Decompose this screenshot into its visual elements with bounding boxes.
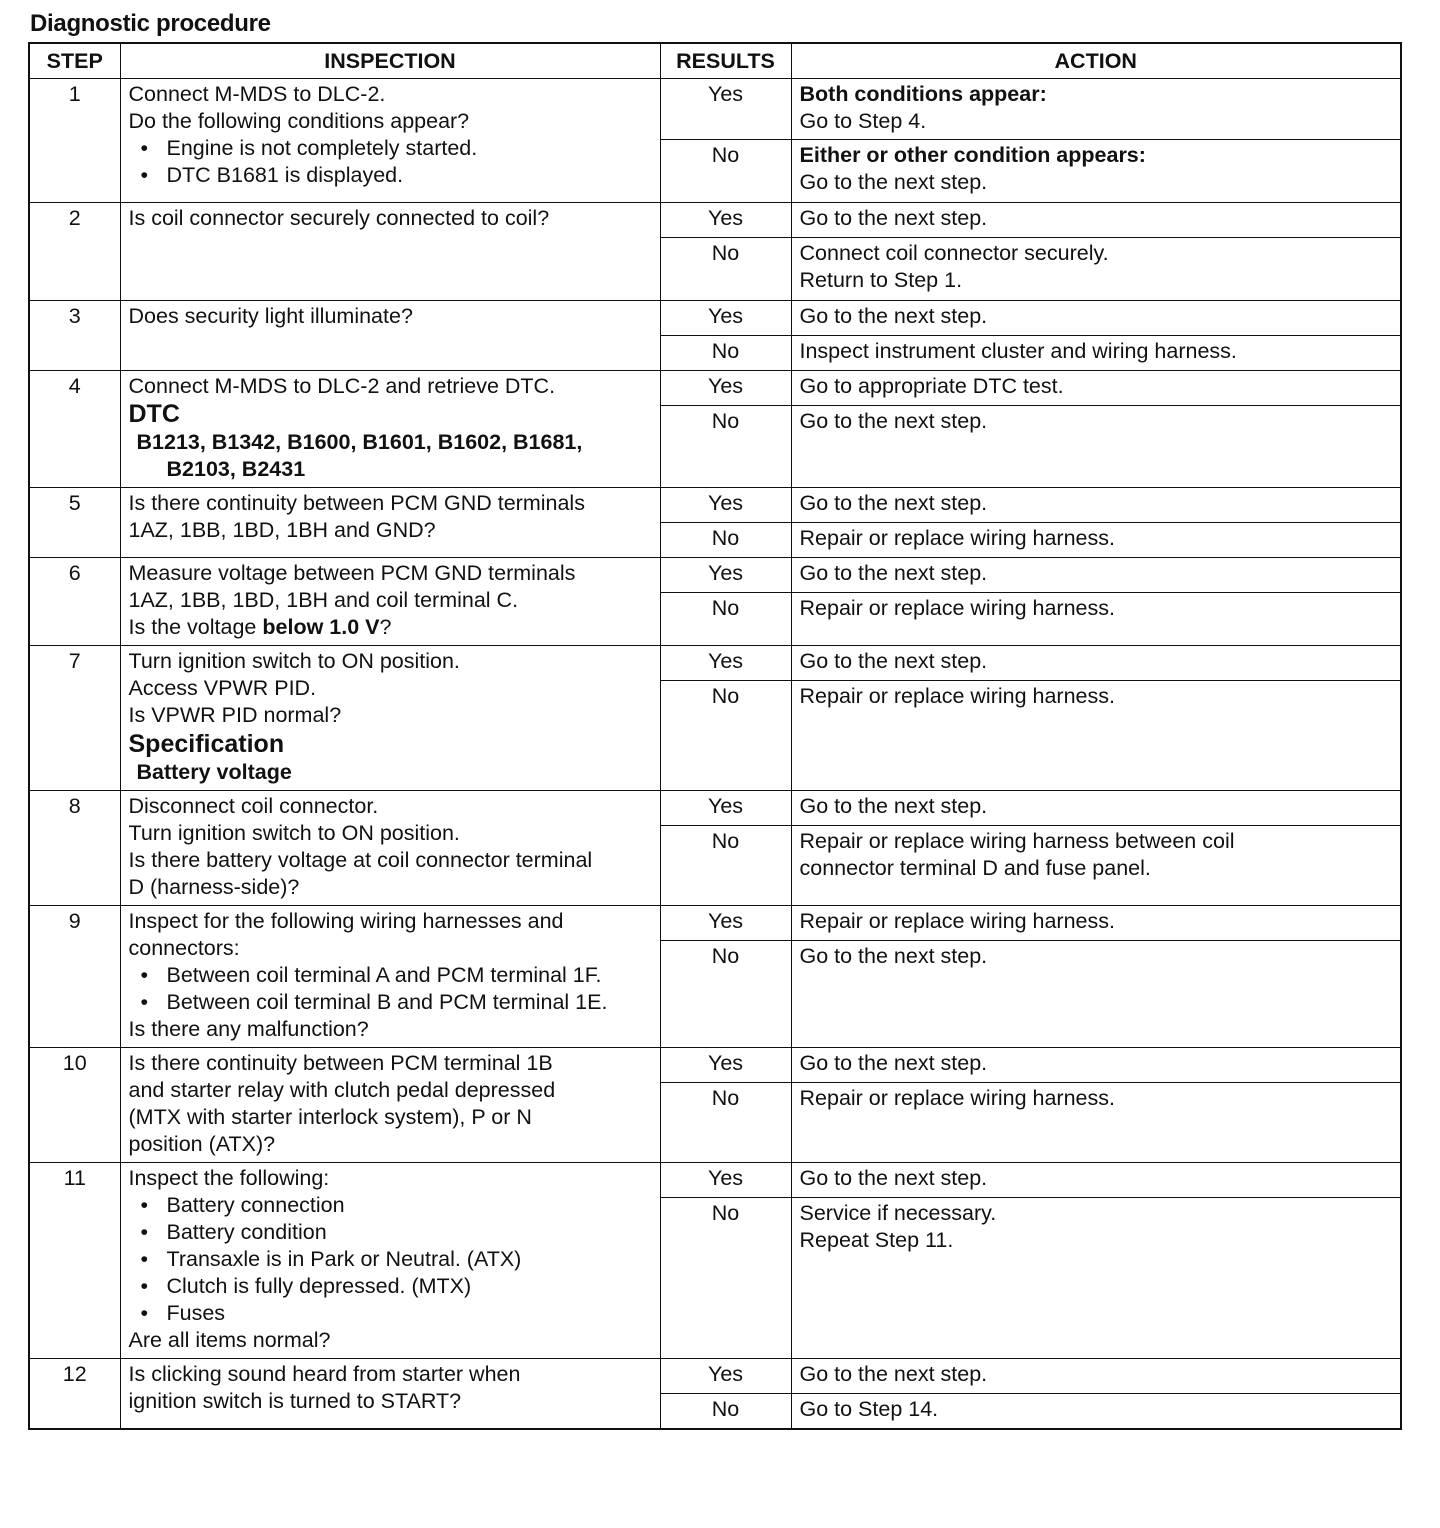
result-yes: Yes [660, 203, 791, 238]
inspection-line: Disconnect coil connector. [128, 794, 379, 818]
inspection-cell [120, 1048, 660, 1163]
result-yes: Yes [660, 558, 791, 593]
specification-label: Specification [128, 730, 285, 758]
inspection-cell [120, 646, 660, 791]
inspection-line: Inspect the following: [128, 1166, 330, 1190]
action-yes: Go to the next step. [791, 203, 1401, 238]
result-no: No [660, 681, 791, 791]
action-yes: Go to appropriate DTC test. [791, 371, 1401, 406]
header-row [29, 43, 1401, 79]
action-text: Service if necessary. [799, 1201, 997, 1225]
table-row [29, 1359, 1401, 1394]
action-no: Go to Step 14. [791, 1394, 1401, 1430]
inspection-cell [120, 371, 660, 488]
table-row [29, 1163, 1401, 1198]
action-text: Go to Step 4. [799, 109, 927, 133]
inspection-line: Access VPWR PID. [128, 676, 317, 700]
inspection-line: Is there continuity between PCM GND terminals [128, 491, 585, 515]
inspection-line: Is coil connector securely connected to coil? [128, 206, 550, 230]
question-mark: ? [379, 615, 392, 639]
step-number: 4 [29, 371, 120, 488]
result-yes: Yes [660, 79, 791, 140]
table-row [29, 1048, 1401, 1083]
inspection-line: Connect M-MDS to DLC-2. [128, 82, 386, 106]
inspection-line: position (ATX)? [128, 1132, 276, 1156]
step-number: 12 [29, 1359, 120, 1430]
inspection-question: Are all items normal? [128, 1328, 331, 1352]
result-no: No [660, 336, 791, 371]
inspection-cell [120, 1359, 660, 1430]
action-no: Repair or replace wiring harness. [791, 523, 1401, 558]
action-yes: Go to the next step. [791, 646, 1401, 681]
result-no: No [660, 406, 791, 488]
inspection-line: ignition switch is turned to START? [128, 1389, 462, 1413]
page-title: Diagnostic procedure [30, 10, 271, 37]
inspection-line: Turn ignition switch to ON position. [128, 821, 460, 845]
table-row [29, 203, 1401, 238]
action-no [791, 140, 1401, 203]
bullet-item: • Between coil terminal A and PCM terminal 1F. [129, 962, 652, 989]
dtc-codes: B1213, B1342, B1600, B1601, B1602, B1681, [136, 430, 583, 454]
inspection-question: Is there any malfunction? [128, 1017, 369, 1041]
inspection-line: 1AZ, 1BB, 1BD, 1BH and coil terminal C. [128, 588, 519, 612]
inspection-line: Is VPWR PID normal? [128, 703, 342, 727]
inspection-line: Do the following conditions appear? [128, 109, 470, 133]
action-text: Repair or replace wiring harness between coil [799, 829, 1235, 853]
step-number: 10 [29, 1048, 120, 1163]
inspection-cell [120, 791, 660, 906]
action-yes: Go to the next step. [791, 791, 1401, 826]
result-yes: Yes [660, 1048, 791, 1083]
inspection-cell [120, 1163, 660, 1359]
inspection-line: Inspect for the following wiring harnesses and [128, 909, 564, 933]
table-row [29, 791, 1401, 826]
step-number: 5 [29, 488, 120, 558]
inspection-line: Is there battery voltage at coil connector terminal [128, 848, 593, 872]
inspection-cell [120, 558, 660, 646]
action-text: Repeat Step 11. [799, 1228, 954, 1252]
inspection-line: 1AZ, 1BB, 1BD, 1BH and GND? [128, 518, 436, 542]
step-number: 8 [29, 791, 120, 906]
result-no: No [660, 1198, 791, 1359]
action-no: Go to the next step. [791, 406, 1401, 488]
dtc-codes: B2103, B2431 [166, 457, 306, 481]
threshold-value: below 1.0 V [262, 615, 380, 639]
table-row [29, 79, 1401, 140]
action-yes: Repair or replace wiring harness. [791, 906, 1401, 941]
result-yes: Yes [660, 1359, 791, 1394]
header-action: ACTION [791, 43, 1401, 79]
step-number: 2 [29, 203, 120, 301]
action-heading: Either or other condition appears: [799, 143, 1146, 167]
inspection-question [129, 614, 652, 641]
result-no: No [660, 523, 791, 558]
action-no: Repair or replace wiring harness. [791, 593, 1401, 646]
inspection-cell [120, 906, 660, 1048]
action-text: Go to the next step. [799, 170, 988, 194]
action-no [791, 1198, 1401, 1359]
action-no: Inspect instrument cluster and wiring harness. [791, 336, 1401, 371]
inspection-line: Is there continuity between PCM terminal 1B [128, 1051, 553, 1075]
table-row [29, 558, 1401, 593]
specification-value: Battery voltage [136, 760, 292, 784]
bullet-item: • Clutch is fully depressed. (MTX) [129, 1273, 652, 1300]
diagnostic-table [28, 42, 1402, 1430]
bullet-item: • Fuses [129, 1300, 652, 1327]
table-row [29, 301, 1401, 336]
action-yes: Go to the next step. [791, 1048, 1401, 1083]
action-no: Repair or replace wiring harness. [791, 1083, 1401, 1163]
action-yes: Go to the next step. [791, 488, 1401, 523]
action-no [791, 826, 1401, 906]
bullet-item: • Between coil terminal B and PCM terminal 1E. [129, 989, 652, 1016]
inspection-line: and starter relay with clutch pedal depressed [128, 1078, 556, 1102]
result-yes: Yes [660, 906, 791, 941]
inspection-cell [120, 203, 660, 301]
action-yes: Go to the next step. [791, 558, 1401, 593]
action-no: Go to the next step. [791, 941, 1401, 1048]
inspection-line: Is clicking sound heard from starter when [128, 1362, 521, 1386]
header-inspection: INSPECTION [120, 43, 660, 79]
inspection-line: Does security light illuminate? [128, 304, 413, 328]
result-yes: Yes [660, 791, 791, 826]
bullet-item: • Battery condition [129, 1219, 652, 1246]
dtc-label: DTC [128, 400, 180, 428]
step-number: 3 [29, 301, 120, 371]
result-no: No [660, 593, 791, 646]
table-row [29, 371, 1401, 406]
action-text: Connect coil connector securely. [799, 241, 1109, 265]
step-number: 1 [29, 79, 120, 203]
inspection-line: Turn ignition switch to ON position. [128, 649, 460, 673]
inspection-cell [120, 488, 660, 558]
step-number: 11 [29, 1163, 120, 1359]
action-no: Repair or replace wiring harness. [791, 681, 1401, 791]
result-no: No [660, 941, 791, 1048]
inspection-line: D (harness-side)? [128, 875, 300, 899]
action-text: connector terminal D and fuse panel. [799, 856, 1151, 880]
table-row [29, 906, 1401, 941]
action-yes: Go to the next step. [791, 301, 1401, 336]
inspection-line: connectors: [128, 936, 240, 960]
inspection-line: (MTX with starter interlock system), P or N [128, 1105, 532, 1129]
table-row [29, 488, 1401, 523]
step-number: 7 [29, 646, 120, 791]
result-yes: Yes [660, 1163, 791, 1198]
action-text: Return to Step 1. [799, 268, 963, 292]
result-yes: Yes [660, 301, 791, 336]
action-heading: Both conditions appear: [799, 82, 1047, 106]
action-no [791, 238, 1401, 301]
bullet-item: • DTC B1681 is displayed. [129, 162, 652, 189]
action-yes: Go to the next step. [791, 1359, 1401, 1394]
result-yes: Yes [660, 646, 791, 681]
bullet-item: • Engine is not completely started. [129, 135, 652, 162]
header-step: STEP [29, 43, 120, 79]
result-no: No [660, 1394, 791, 1430]
step-number: 9 [29, 906, 120, 1048]
result-no: No [660, 826, 791, 906]
step-number: 6 [29, 558, 120, 646]
result-no: No [660, 238, 791, 301]
question-text: Is the voltage [128, 615, 263, 639]
bullet-item: • Transaxle is in Park or Neutral. (ATX) [129, 1246, 652, 1273]
result-yes: Yes [660, 488, 791, 523]
inspection-line: Connect M-MDS to DLC-2 and retrieve DTC. [128, 374, 556, 398]
action-yes [791, 79, 1401, 140]
table-row [29, 646, 1401, 681]
result-yes: Yes [660, 371, 791, 406]
result-no: No [660, 1083, 791, 1163]
inspection-line: Measure voltage between PCM GND terminals [128, 561, 576, 585]
action-yes: Go to the next step. [791, 1163, 1401, 1198]
inspection-cell [120, 79, 660, 203]
inspection-cell [120, 301, 660, 371]
result-no: No [660, 140, 791, 203]
header-results: RESULTS [660, 43, 791, 79]
bullet-item: • Battery connection [129, 1192, 652, 1219]
